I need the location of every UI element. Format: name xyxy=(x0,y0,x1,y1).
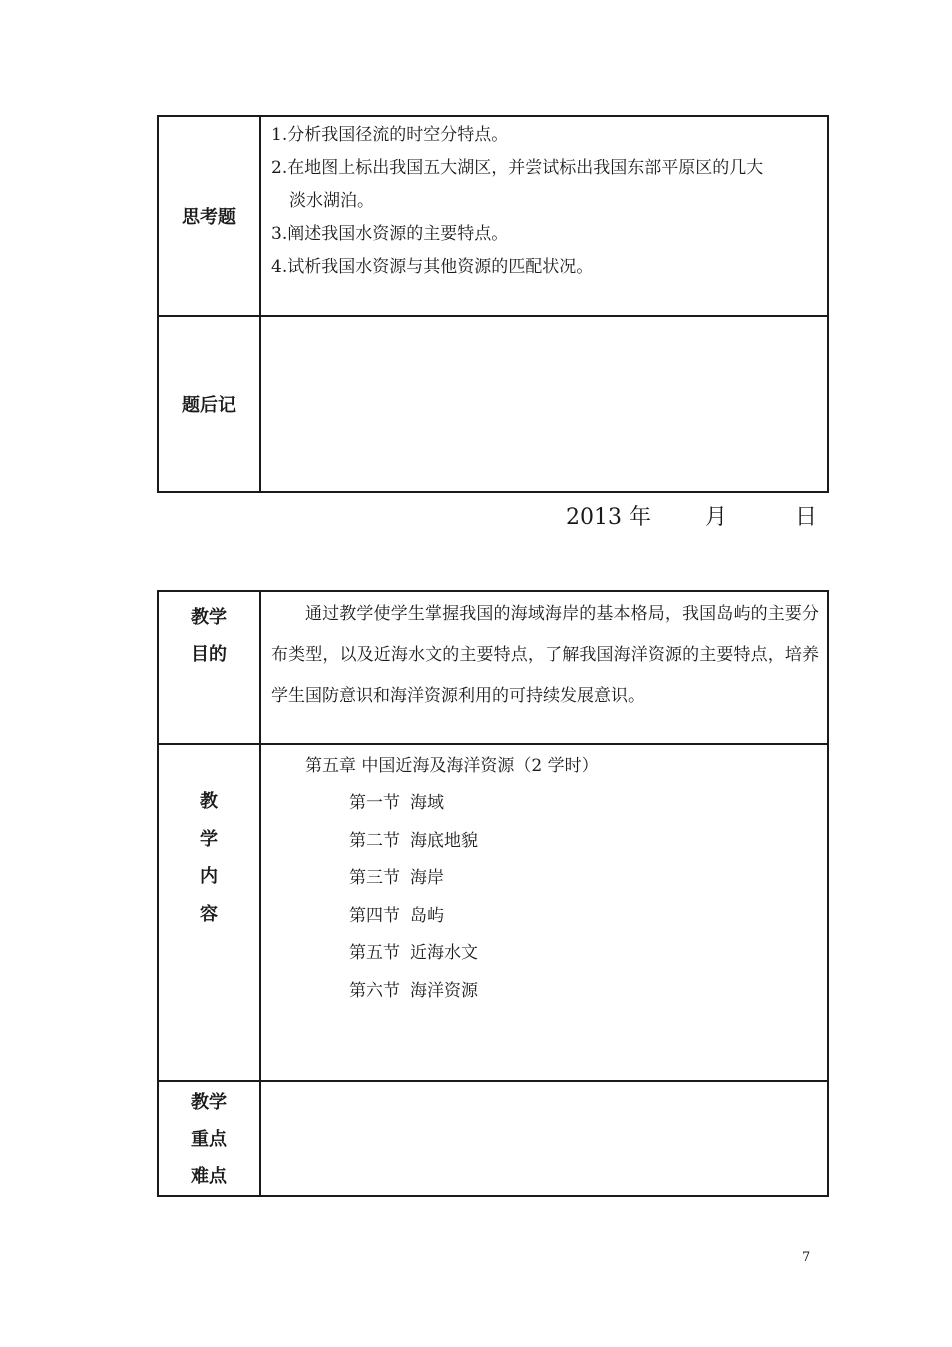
page-number: 7 xyxy=(802,1250,811,1265)
notes-label: 题后记 xyxy=(158,316,260,492)
chapter-title: 第五章 中国近海及海洋资源（2 学时） xyxy=(305,756,599,776)
think-item-2-cont: 淡水湖泊。 xyxy=(289,191,374,211)
section-item xyxy=(305,785,819,823)
think-item-2: 2.在地图上标出我国五大湖区，并尝试标出我国东部平原区的几大 xyxy=(271,158,764,178)
key-row xyxy=(158,1081,828,1196)
think-label: 思考题 xyxy=(158,116,260,316)
content-row xyxy=(158,744,828,1081)
section-num: 第五节 xyxy=(349,943,400,963)
content-label-4: 容 xyxy=(200,903,218,925)
content-body xyxy=(260,744,828,1081)
think-item-3: 3.阐述我国水资源的主要特点。 xyxy=(271,224,509,244)
content-label-2: 学 xyxy=(200,828,218,850)
date-month: 月 xyxy=(704,505,727,530)
date-line xyxy=(566,500,817,536)
think-row xyxy=(158,116,828,316)
section-num: 第一节 xyxy=(349,793,400,813)
content-label-3: 内 xyxy=(200,866,218,887)
goal-text: 通过教学使学生掌握我国的海域海岸的基本格局，我国岛屿的主要分布类型，以及近海水文的主要特点，了解我国海洋资源的主要特点，培养学生国防意识和海洋资源利用的可持续发展意识。 xyxy=(271,604,819,706)
goal-row xyxy=(158,591,828,744)
section-item xyxy=(305,935,819,973)
section-title: 海岸 xyxy=(410,868,444,888)
key-content xyxy=(260,1081,828,1196)
section-title: 近海水文 xyxy=(410,943,478,963)
section-item xyxy=(305,860,819,898)
section-item xyxy=(305,898,819,936)
date-day: 日 xyxy=(795,505,818,530)
content-label xyxy=(158,744,260,1081)
think-content xyxy=(260,116,828,316)
section-title: 海底地貌 xyxy=(410,830,478,851)
section-num: 第四节 xyxy=(349,905,400,926)
goal-content xyxy=(260,591,828,744)
notes-content xyxy=(260,316,828,492)
think-item-4: 4.试析我国水资源与其他资源的匹配状况。 xyxy=(271,257,594,277)
key-label xyxy=(158,1081,260,1196)
goal-label xyxy=(158,591,260,744)
section-item xyxy=(305,823,819,861)
section-item xyxy=(305,973,819,1011)
review-table xyxy=(157,115,829,493)
key-label-2: 重点 xyxy=(191,1129,227,1150)
notes-row xyxy=(158,316,828,492)
goal-label-2: 目的 xyxy=(191,644,227,665)
section-num: 第六节 xyxy=(349,980,400,1001)
section-title: 海洋资源 xyxy=(410,980,478,1001)
think-item-1: 1.分析我国径流的时空分特点。 xyxy=(271,125,509,145)
section-title: 岛屿 xyxy=(410,905,444,926)
key-label-3: 难点 xyxy=(191,1166,227,1187)
lesson-table xyxy=(157,590,829,1197)
section-num: 第二节 xyxy=(349,830,400,851)
key-label-1: 教学 xyxy=(191,1092,227,1113)
date-year: 2013 年 xyxy=(566,505,651,530)
section-title: 海域 xyxy=(410,793,444,813)
section-num: 第三节 xyxy=(349,868,400,888)
goal-label-1: 教学 xyxy=(191,607,227,628)
content-label-1: 教 xyxy=(200,791,218,812)
